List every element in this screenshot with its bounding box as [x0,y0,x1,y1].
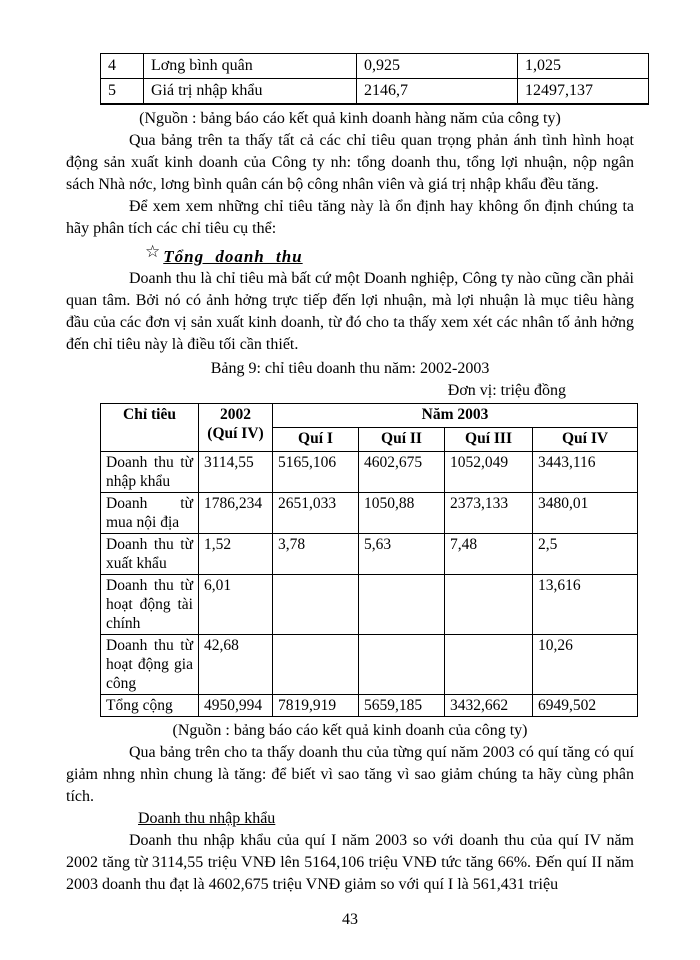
row-value: 0,925 [357,54,518,79]
header-2002-quarter: (Quí IV) [207,425,264,442]
row-label: Tổng cộng [101,695,199,717]
cell-value [445,635,533,695]
header-2002-year: 2002 [220,406,251,423]
paragraph: Doanh thu là chỉ tiêu mà bất cứ một Doanh nghiệp, Công ty nào cũng cần phải quan tâm. Bởi nó có ảnh hởng trực tiếp đến lợi nhuận, mà lợi nhuận là mục tiêu hàng đầu của các đơn vị sản xuất kinh doanh, từ đó cho ta thấy xem xét các nhân tố ảnh hởng đến chỉ tiêu này là điều tối cần thiết. [66,270,634,353]
row-label: Doanh thu từ hoạt động tài chính [101,575,199,635]
table-row [101,493,638,534]
cell-value: 3432,662 [445,695,533,717]
cell-value: 10,26 [533,635,638,695]
header-qui-3: Quí III [445,428,533,452]
cell-value: 7,48 [445,534,533,575]
row-number: 4 [101,54,144,79]
row-label: Lơng bình quân [144,54,357,79]
header-chi-tieu: Chỉ tiêu [101,404,199,452]
cell-value: 6949,502 [533,695,638,717]
table-row [101,54,649,79]
header-qui-1: Quí I [273,428,359,452]
cell-value: 2,5 [533,534,638,575]
source-citation: (Nguồn : bảng báo cáo kết quả kinh doanh hàng năm của công ty) [139,110,561,127]
table-row [101,452,638,493]
revenue-table [100,403,638,717]
row-label: Doanh thu từ xuất khẩu [101,534,199,575]
source-citation: (Nguồn : bảng báo cáo kết quả kinh doanh của công ty) [172,722,528,739]
table-row [101,635,638,695]
cell-value [273,635,359,695]
table-caption: Bảng 9: chỉ tiêu doanh thu năm: 2002-2003 [210,360,490,377]
cell-value: 3480,01 [533,493,638,534]
cell-value: 4950,994 [199,695,273,717]
cell-value: 42,68 [199,635,273,695]
cell-value: 2373,133 [445,493,533,534]
paragraph: Doanh thu nhập khẩu của quí I năm 2003 so với doanh thu của quí IV năm 2002 tăng từ 3114,55 triệu VNĐ lên 5164,106 triệu VNĐ tức tăng 66%. Đến quí II năm 2003 doanh thu đạt là 4602,675 triệu VNĐ giảm so với quí I là 561,431 triệu [66,832,634,893]
cell-value: 6,01 [199,575,273,635]
table-header-row [101,404,638,428]
cell-value: 4602,675 [359,452,445,493]
paragraph: Qua bảng trên ta thấy tất cả các chỉ tiêu quan trọng phản ánh tình hình hoạt động sản xuất kinh doanh của Công ty nh: tổng doanh thu, tổng lợi nhuận, nộp ngân sách Nhà nớc, lơng bình quân cán bộ công nhân viên và giá trị nhập khẩu đều tăng. [66,132,634,193]
page-number: 43 [342,911,358,928]
row-value: 12497,137 [518,79,649,105]
section-heading: Tổng doanh thu [163,247,303,266]
section-heading-line [145,242,634,267]
cell-value: 1050,88 [359,493,445,534]
cell-value: 5659,185 [359,695,445,717]
row-number: 5 [101,79,144,105]
table-row [101,695,638,717]
cell-value: 3443,116 [533,452,638,493]
subsection-heading: Doanh thu nhập khẩu [138,810,276,827]
row-value: 2146,7 [357,79,518,105]
cell-value: 3114,55 [199,452,273,493]
cell-value: 2651,033 [273,493,359,534]
table-row [101,534,638,575]
paragraph: Để xem xem những chỉ tiêu tăng này là ổn định hay không ổn định chúng ta hãy phân tích các chỉ tiêu cụ thể: [66,198,634,237]
table-row [101,79,649,105]
table-unit-label: Đơn vị: triệu đồng [447,382,566,399]
cell-value: 5165,106 [273,452,359,493]
header-nam-2003: Năm 2003 [273,404,638,428]
cell-value: 1052,049 [445,452,533,493]
cell-value: 13,616 [533,575,638,635]
row-label: Doanh thu từ nhập khẩu [101,452,199,493]
cell-value: 7819,919 [273,695,359,717]
header-2002 [199,404,273,452]
row-label: Doanh từ mua nội địa [101,493,199,534]
cell-value: 1,52 [199,534,273,575]
indicators-table [100,53,649,105]
star-icon: ☆ [145,242,161,261]
header-qui-2: Quí II [359,428,445,452]
cell-value: 3,78 [273,534,359,575]
cell-value: 1786,234 [199,493,273,534]
paragraph: Qua bảng trên cho ta thấy doanh thu của từng quí năm 2003 có quí tăng có quí giảm nhng nhìn chung là tăng: để biết vì sao tăng vì sao giảm chúng ta hãy cùng phân tích. [66,744,634,805]
header-qui-4: Quí IV [533,428,638,452]
row-value: 1,025 [518,54,649,79]
cell-value [359,635,445,695]
cell-value [359,575,445,635]
row-label: Giá trị nhập khẩu [144,79,357,105]
table-row [101,575,638,635]
row-label: Doanh thu từ hoạt động gia công [101,635,199,695]
cell-value [273,575,359,635]
cell-value: 5,63 [359,534,445,575]
cell-value [445,575,533,635]
